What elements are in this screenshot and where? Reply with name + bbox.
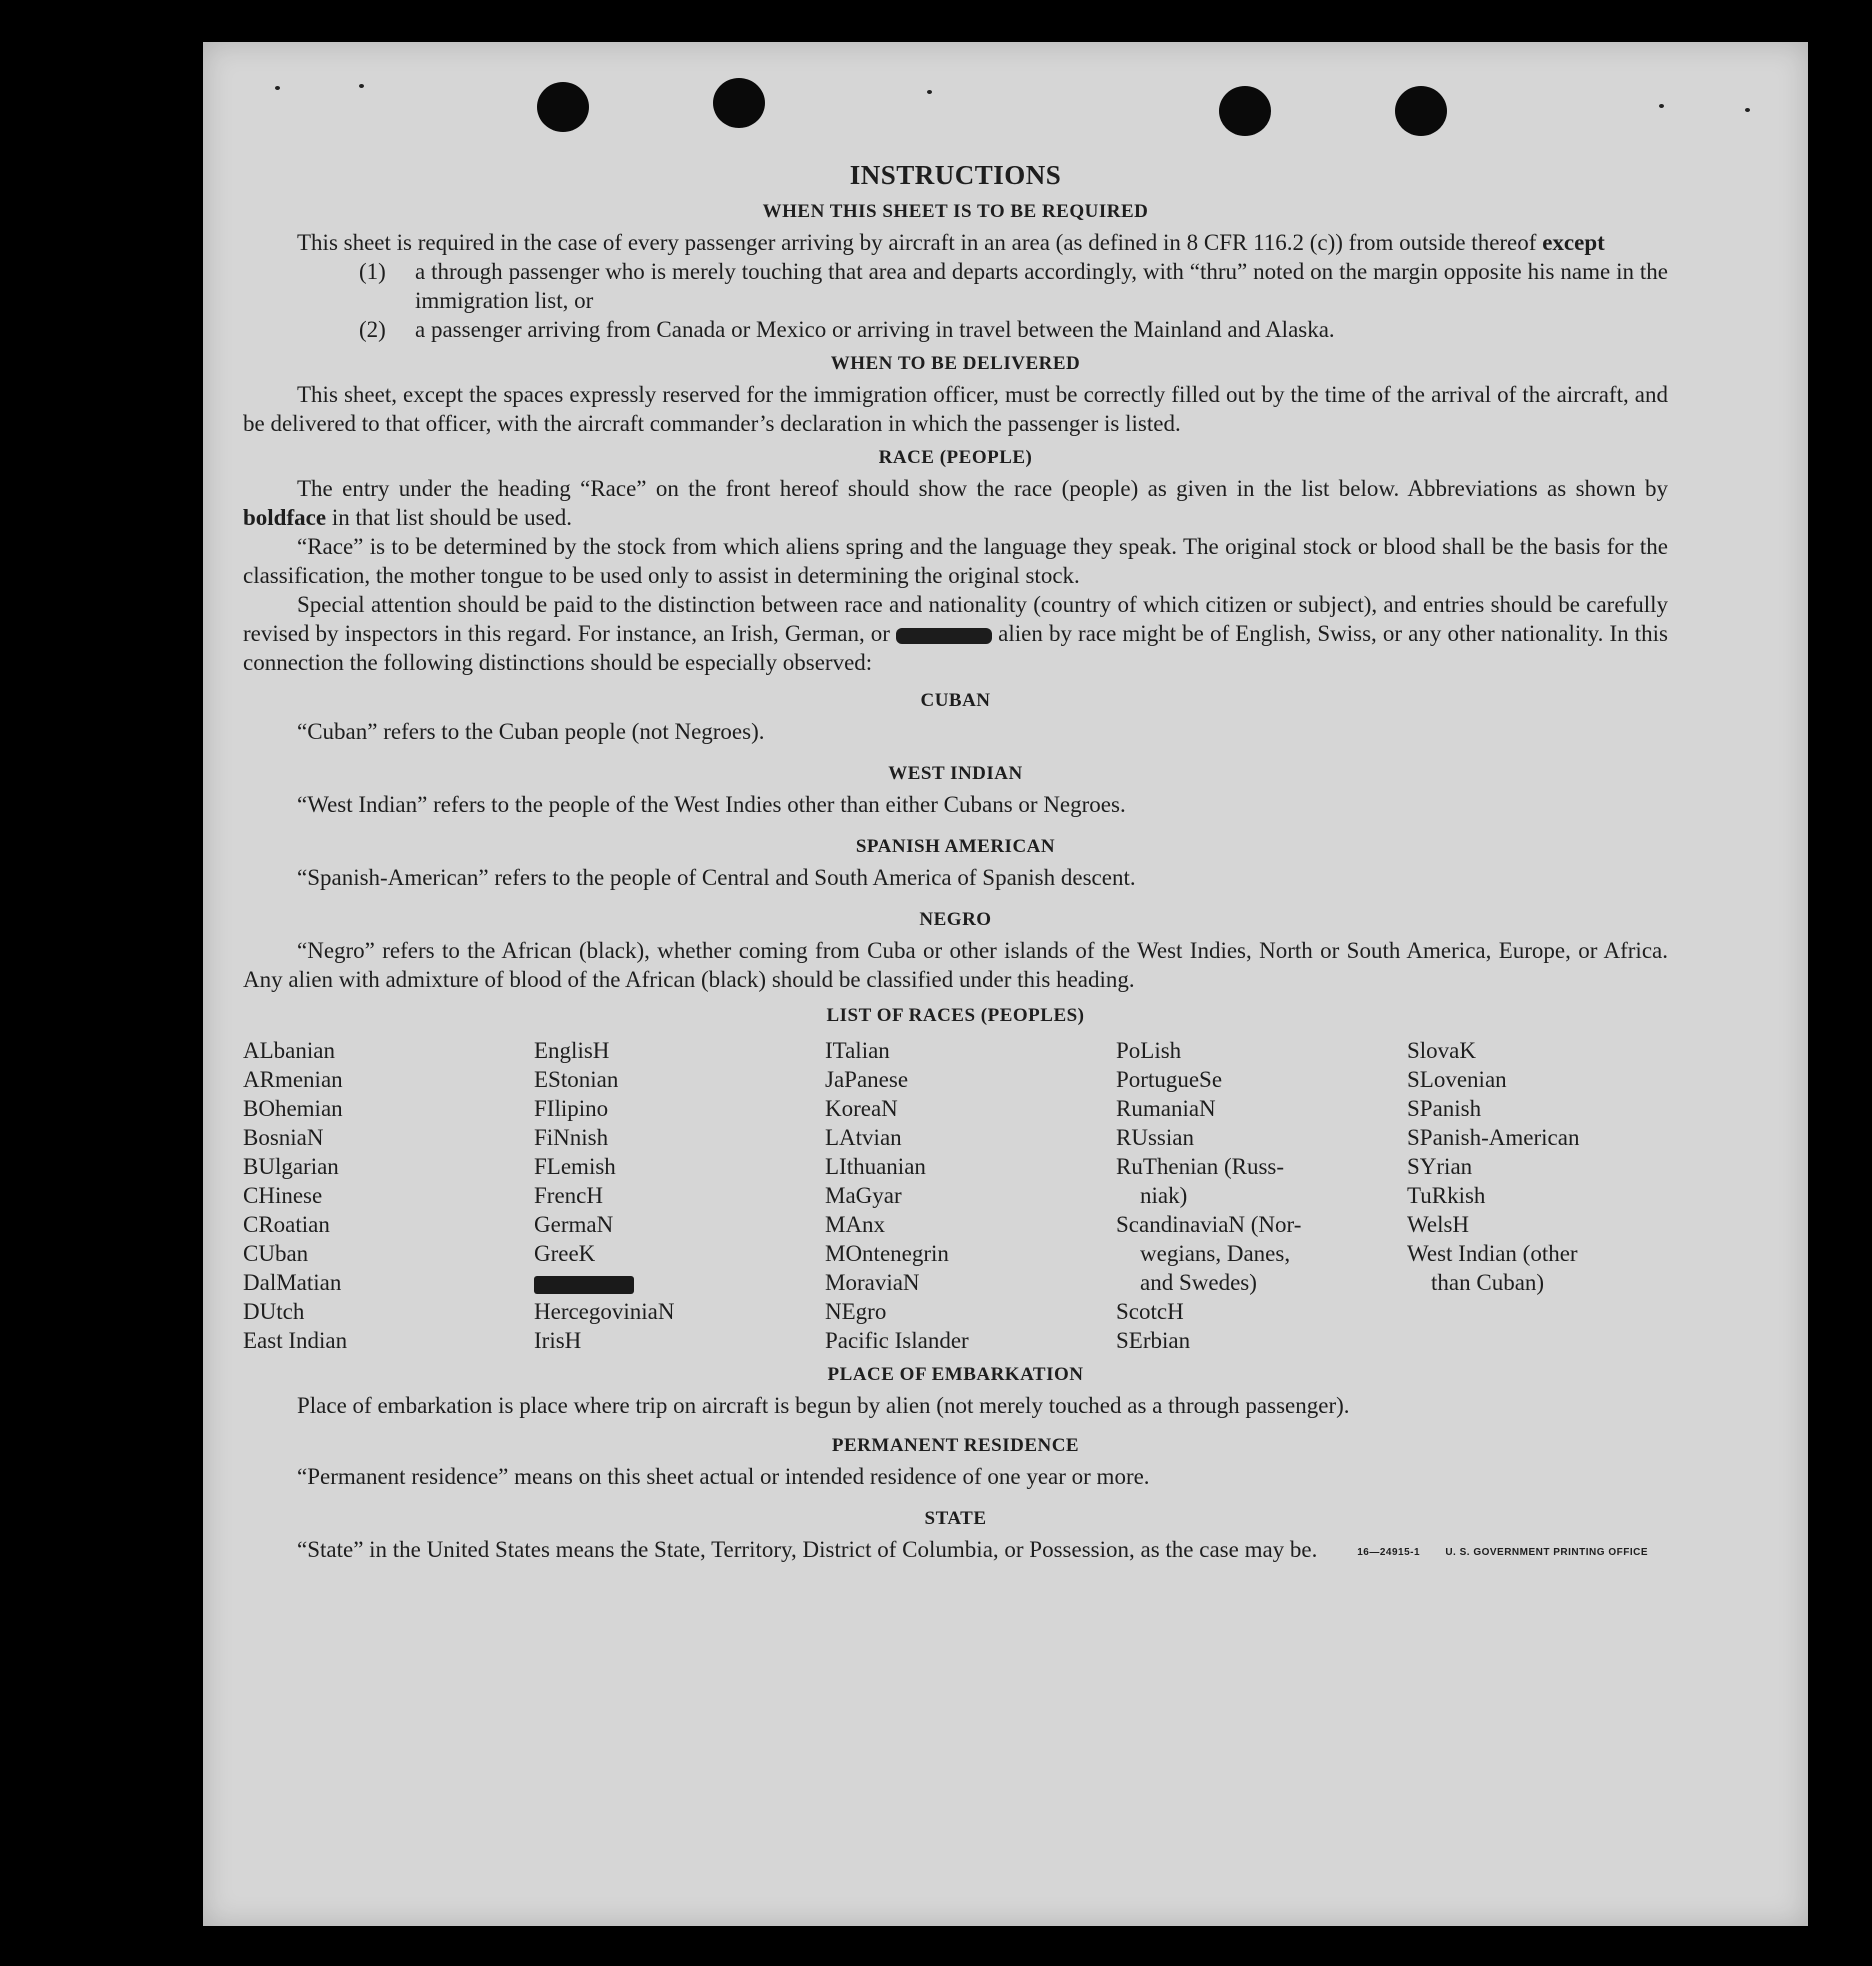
race-item: BUlgarian (243, 1154, 339, 1179)
heading-when-delivered: WHEN TO BE DELIVERED (830, 353, 1081, 374)
race-paragraph-1 (243, 474, 1668, 532)
except-bold: except (1542, 230, 1605, 255)
races-column-1 (243, 1036, 534, 1355)
race-item: SlovaK (1407, 1038, 1476, 1063)
race-item: CRoatian (243, 1212, 330, 1237)
races-column-2 (534, 1036, 825, 1355)
race-item: LIthuanian (825, 1154, 926, 1179)
race-item: EStonian (534, 1067, 619, 1092)
race-item: East Indian (243, 1328, 348, 1353)
race-item: SPanish-American (1407, 1125, 1580, 1150)
race-item: wegians, Danes, (1140, 1241, 1291, 1266)
when-required-intro-text: This sheet is required in the case of every passenger arriving by aircraft in an area (as defined in 8 CFR 116.2 (c)) from outside thereof (297, 230, 1543, 255)
exception-number: (2) (359, 317, 386, 342)
punch-hole (713, 78, 765, 128)
paper-speck (1659, 104, 1664, 108)
punch-hole (1395, 86, 1447, 136)
redaction-smudge (896, 628, 992, 644)
exception-item (243, 315, 1668, 344)
exception-item (243, 257, 1668, 315)
race-item: HercegoviniaN (534, 1299, 675, 1324)
residence-text: “Permanent residence” means on this sheet actual or intended residence of one year or more. (297, 1464, 1150, 1489)
race-item: MaGyar (825, 1183, 902, 1208)
heading-race: RACE (PEOPLE) (878, 447, 1033, 468)
race-item: than Cuban) (1431, 1270, 1545, 1295)
printer-name: U. S. GOVERNMENT PRINTING OFFICE (1445, 1547, 1648, 1558)
document-title: INSTRUCTIONS (849, 160, 1062, 190)
race-item: PoLish (1116, 1038, 1182, 1063)
race-item: RUssian (1116, 1125, 1194, 1150)
paper-speck (927, 90, 932, 94)
boldface-word: boldface (243, 505, 327, 530)
spanish-american-text: “Spanish-American” refers to the people of Central and South America of Spanish descent. (297, 865, 1136, 890)
race-item: SYrian (1407, 1154, 1473, 1179)
heading-spanish-american: SPANISH AMERICAN (855, 836, 1056, 857)
document-sheet (203, 42, 1808, 1926)
race-item: FIlipino (534, 1096, 609, 1121)
exception-number: (1) (359, 259, 386, 284)
race-item: MoraviaN (825, 1270, 920, 1295)
heading-embarkation: PLACE OF EMBARKATION (827, 1364, 1084, 1385)
races-column-3 (825, 1036, 1116, 1355)
race-item: BosniaN (243, 1125, 324, 1150)
state-footer-row (243, 1535, 1668, 1564)
redaction-mark (534, 1276, 634, 1294)
race-item: ARmenian (243, 1067, 343, 1092)
race-item: GermaN (534, 1212, 614, 1237)
race-item: SErbian (1116, 1328, 1191, 1353)
race-item-redacted (534, 1268, 825, 1297)
paper-speck (359, 84, 364, 88)
race-item: SPanish (1407, 1096, 1482, 1121)
heading-permanent-residence: PERMANENT RESIDENCE (831, 1435, 1080, 1456)
race-item: LAtvian (825, 1125, 902, 1150)
when-delivered-text: This sheet, except the spaces expressly reserved for the immigration officer, must be correctly filled out by the time of the arrival of the aircraft, and be delivered to that officer, with the aircraft commander’s declaration in which the passenger is listed. (243, 382, 1668, 436)
race-item: TuRkish (1407, 1183, 1486, 1208)
west-indian-text: “West Indian” refers to the people of the West Indies other than either Cubans or Negroes. (297, 792, 1126, 817)
heading-when-required: WHEN THIS SHEET IS TO BE REQUIRED (762, 201, 1149, 222)
race-p1-end: in that list should be used. (326, 505, 573, 530)
race-item: FiNnish (534, 1125, 609, 1150)
race-item: ScandinaviaN (Nor- (1116, 1212, 1302, 1237)
negro-text: “Negro” refers to the African (black), whether coming from Cuba or other islands of the West Indies, North or South America, Europe, or Africa. Any alien with admixture of blood of the African (black) should be classified under this heading. (243, 938, 1668, 992)
race-p3-start: Special attention should be paid to the distinction between race and nationality (country of which citizen or subject), and entries should be carefully revised by inspectors in this regard. For instance, an Irish, German, or (243, 592, 1668, 646)
race-item: CUban (243, 1241, 309, 1266)
race-item: ScotcH (1116, 1299, 1184, 1324)
race-item: IrisH (534, 1328, 582, 1353)
race-paragraph-3 (243, 590, 1668, 677)
embarkation-text: Place of embarkation is place where trip on aircraft is begun by alien (not merely touched as a through passenger). (297, 1393, 1350, 1418)
race-item: EnglisH (534, 1038, 610, 1063)
race-item: RuThenian (Russ- (1116, 1154, 1285, 1179)
cuban-text: “Cuban” refers to the Cuban people (not Negroes). (297, 719, 765, 744)
race-item: GreeK (534, 1241, 596, 1266)
race-item: CHinese (243, 1183, 323, 1208)
race-item: KoreaN (825, 1096, 898, 1121)
race-paragraph-2: “Race” is to be determined by the stock from which aliens spring and the language they speak. The original stock or blood shall be the basis for the classification, the mother tongue to be used only to assist in determining the original stock. (243, 534, 1668, 588)
races-list (243, 1036, 1668, 1355)
heading-cuban: CUBAN (920, 690, 991, 711)
paper-speck (275, 86, 280, 90)
race-item: FLemish (534, 1154, 616, 1179)
race-p3-end: alien by race might be of English, Swiss, or any other nationality. In this connection the following distinctions should be especially observed: (243, 621, 1668, 675)
race-item: niak) (1140, 1183, 1188, 1208)
race-item: NEgro (825, 1299, 887, 1324)
heading-west-indian: WEST INDIAN (888, 763, 1023, 784)
exception-text: a passenger arriving from Canada or Mexico or arriving in travel between the Mainland and Alaska. (415, 317, 1335, 342)
race-item: and Swedes) (1140, 1270, 1257, 1295)
race-item: PortugueSe (1116, 1067, 1223, 1092)
printer-imprint (1357, 1547, 1648, 1558)
race-item: FrencH (534, 1183, 603, 1208)
race-item: MOntenegrin (825, 1241, 949, 1266)
race-item: Pacific Islander (825, 1328, 969, 1353)
heading-negro: NEGRO (919, 909, 992, 930)
race-item: RumaniaN (1116, 1096, 1216, 1121)
exception-text: a through passenger who is merely touching that area and departs accordingly, with “thru” noted on the margin opposite his name in the immigration list, or (415, 259, 1668, 313)
race-item: ALbanian (243, 1038, 335, 1063)
race-item: DUtch (243, 1299, 305, 1324)
punch-hole (1219, 86, 1271, 136)
race-item: West Indian (other (1407, 1241, 1578, 1266)
heading-list-of-races: LIST OF RACES (PEOPLES) (826, 1005, 1085, 1026)
race-item: JaPanese (825, 1067, 909, 1092)
heading-state: STATE (924, 1508, 987, 1529)
race-item: BOhemian (243, 1096, 343, 1121)
race-item: WelsH (1407, 1212, 1470, 1237)
race-p1-start: The entry under the heading “Race” on the front hereof should show the race (people) as given in the list below. Abbreviations as shown by (297, 476, 1668, 501)
races-column-4 (1116, 1036, 1407, 1355)
races-column-5 (1407, 1036, 1698, 1355)
punch-hole (537, 82, 589, 132)
race-item: MAnx (825, 1212, 886, 1237)
paper-speck (1745, 108, 1750, 112)
race-item: ITalian (825, 1038, 890, 1063)
when-required-intro (243, 228, 1668, 257)
race-item: DalMatian (243, 1270, 342, 1295)
state-text: “State” in the United States means the State, Territory, District of Columbia, or Possession, as the case may be. (297, 1537, 1318, 1562)
document-content (243, 160, 1668, 1564)
form-number: 16—24915-1 (1357, 1547, 1421, 1558)
race-item: SLovenian (1407, 1067, 1507, 1092)
